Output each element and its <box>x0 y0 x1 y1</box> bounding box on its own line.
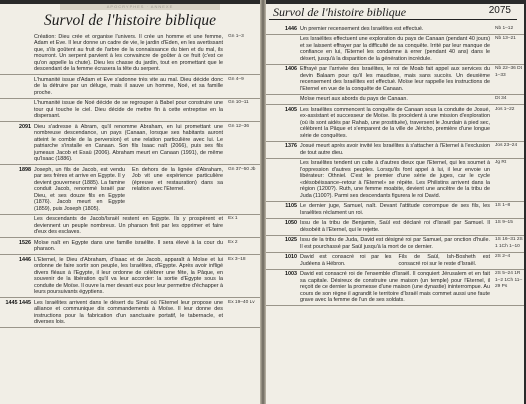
timeline-row <box>0 165 260 215</box>
row-text: L'Eternel, le Dieu d'Abraham, d'Isaac et de Jacob, apparaît à Moïse et lui ordonne de faire sortir son peuple, les Israélites, d'Egypte. Après avoir infligé divers fléaux à l'Egypte, il leur ordonne de célébrer une fête, la Pâque, en souvenir de la libération qu'il va leur accorder: la sortie d'Egypte sous la conduite de Moïse. Il ouvre la mer devant eux pour leur permettre d'échapper à leurs poursuivants égyptiens. <box>34 256 223 295</box>
row-text: Issu de la tribu de Benjamin, Saül est déclaré roi d'Israël par Samuel. Il désobéit à l'Eternel, qui le rejette. <box>300 220 490 233</box>
row-reference: Jos 1–22 <box>495 106 515 112</box>
row-year: 1003 <box>285 271 297 277</box>
row-reference: Nb 22–36 Dt 1–33 <box>495 66 522 78</box>
row-year: 1105 <box>285 203 297 209</box>
row-year: 1446 <box>19 256 31 263</box>
row-text: David est consacré roi de l'ensemble d'Israël. Il conquiert Jérusalem et en fait sa capitale. Désireux de construire une maison (un temple) pour l'Eternel, il reçoit de ce dernier la promesse d'une maison (une dynastie) ininterrompue. Au cours de son règne il agrandit le territoire d'Israël mais commet aussi une faute grave avec la femme de l'un de ses soldats. <box>300 271 490 303</box>
row-year <box>0 34 32 73</box>
timeline-row <box>266 219 524 236</box>
row-reference: Jos 23–24 <box>495 143 518 148</box>
row-text: Moïse meurt aux abords du pays de Canaan. <box>300 96 408 102</box>
row-text: Les Israélites effectuent une exploration du pays de Canaan (pendant 40 jours) et se laissent effrayer par la difficulté de sa conquête. Irrité par leur manque de confiance en lui, l'Eternel les condamne à errer (pendant 40 ans) dans le désert, jusqu'à la disparition de la génération incrédule. <box>300 36 490 62</box>
timeline-row <box>266 65 524 95</box>
row-text: Dieu s'adresse à Abram, qu'il renomme Abraham, en lui promettant une nombreuse descendance, un pays (Canaan, lorsque ses habitants auront atteint le comble de la perversion) et une relation particulière avec lui. Le patriarche s'installe en Canaan. Son fils Isaac naît (2066), puis ses fils jumeaux Jacob et Esaü (2006). Abraham meurt en Canaan (1991), de même qu'Isaac (1886). <box>34 123 223 162</box>
row-text: Effrayé par l'arrivée des Israélites, le roi de Moab fait appel aux services du devin Balaam pour qu'il les maudisse, mais sans succès. Un deuxième recensement des Israélites est effectué. Moïse leur rappelle les instructions de l'Eternel en vue de la conquête de Canaan. <box>300 66 490 92</box>
row-reference: Dt 34 <box>495 96 507 101</box>
timeline-row <box>0 122 260 165</box>
row-reference: 1S 16–31 2S 1 1Ch 1–10 <box>495 237 523 249</box>
row-text: Les Israélites commencent la conquête de Canaan sous la conduite de Josué, ex-assistant et successeur de Moïse. Ils procèdent à une mission d'exploration (où ils sont aidés par Rahab, une prostituée), traversent le Jourdain à pied sec, célèbrent la Pâque et s'emparent de la ville de Jéricho, première d'une longue série de conquêtes. <box>300 106 490 139</box>
row-text: Un premier recensement des Israélites est effectué. <box>300 25 424 32</box>
row-text-parallel: Fils de Saül, Ish-Bosheth est consacré roi sur le reste d'Israël. <box>398 254 490 267</box>
row-year: 1010 <box>285 254 297 260</box>
timeline-row <box>266 142 524 159</box>
timeline-table <box>0 32 260 402</box>
timeline-row <box>0 75 260 99</box>
row-text: Les Israélites arrivent dans le désert du Sinaï où l'Eternel leur propose une alliance et communique dix commandements à Moïse. Il leur donne des instructions pour la fabrication d'un sanctuaire portatif, le tabernacle, et diverses lois. <box>34 299 223 325</box>
row-year: 1406 <box>285 66 297 72</box>
row-year <box>0 77 32 97</box>
timeline-row <box>0 298 260 328</box>
timeline-row <box>266 253 524 270</box>
row-reference: 1S 1–8 <box>495 203 511 208</box>
row-text: Les Israélites tendent un culte à d'autres dieux que l'Eternel, qui les soumet à l'oppression d'autres peuples. Lorsqu'ils font appel à lui, il leur envoie un libérateur: Othniel. C'est le premier d'une série de juges, car le cycle «désobéissance–retour à l'Eternel» se répète. Les Philistins arrivent dans la région (1200?). Ruth, une femme moabite, devient une ancêtre de la tribu de Juda (1100?). Parmi ses descendants figurera le roi David. <box>300 160 490 199</box>
running-title: Survol de l'histoire biblique <box>273 5 407 19</box>
row-year: 1446 <box>285 25 297 32</box>
timeline-table <box>266 24 524 402</box>
row-text: Issu de la tribu de Juda, David est désigné roi par Samuel, par onction d'huile. Il est pourchassé par Saül jusqu'à la mort de ce dernier. <box>300 237 490 250</box>
row-text: L'humanité issue de Noé décide de se regrouper à Babel pour construire une tour qui touche le ciel. Dieu décide de mettre fin à cette entreprise en la dispersant. <box>34 100 223 119</box>
row-reference: Gn 37–50 Jb <box>228 166 256 172</box>
left-page <box>0 4 260 404</box>
row-year: 1405 <box>285 106 297 113</box>
row-text: Moïse naît en Egypte dans une famille israélite. Il sera élevé à la cour du pharaon. <box>34 239 223 252</box>
row-text: L'humanité issue d'Adam et Eve s'adonne très vite au mal. Dieu décide donc de la détruire par un déluge, mais il sauve un homme, Noé, et sa famille proche. <box>34 76 223 96</box>
row-reference: Ex 3–18 <box>228 256 246 262</box>
row-text-parallel: En dehors de la lignée d'Abraham, Job vit une expérience particulière (épreuve et restauration) dans sa relation avec l'Eternel. <box>132 166 223 192</box>
row-year: 1050 <box>285 220 297 226</box>
row-reference: Nb 13–21 <box>495 36 516 41</box>
row-reference: Gn 10–11 <box>228 100 249 105</box>
row-text: Josué meurt après avoir invité les Israélites à s'attacher à l'Eternel à l'exclusion de tout autre dieu. <box>300 143 490 156</box>
row-year <box>0 216 32 236</box>
page-title: Survol de l'histoire biblique <box>44 12 216 29</box>
page-number: 2075 <box>488 5 511 16</box>
timeline-row <box>266 105 524 142</box>
timeline-row <box>266 24 524 35</box>
row-year: 1445 1445 <box>5 299 31 306</box>
row-reference: Gn 4–9 <box>228 76 244 82</box>
row-reference: 2S 2–4 <box>495 254 511 259</box>
row-reference: 2S 5–24 1R 1–2 1Ch 11–29 Ps <box>495 271 523 289</box>
timeline-row <box>266 35 524 65</box>
timeline-row <box>266 95 524 106</box>
row-reference: Nb 1–12 <box>495 25 514 31</box>
timeline-row <box>266 159 524 202</box>
row-year <box>266 36 298 62</box>
row-text: David est consacré roi par les Judéens à Hébron. <box>300 254 392 267</box>
timeline-row <box>266 236 524 253</box>
timeline-row <box>0 238 260 255</box>
row-year: 1898 <box>19 166 31 173</box>
row-reference: Ex 2 <box>228 239 238 245</box>
row-reference: Jg Rt <box>495 160 507 165</box>
timeline-row <box>266 270 524 307</box>
timeline-row <box>0 99 260 123</box>
running-header <box>269 5 517 20</box>
row-text: Joseph, un fils de Jacob, est vendu par ses frères et arrive en Egypte. Il y devient gouverneur (1885). La famine conduit Jacob, renommé Israël par Dieu, et ses douze fils en Egypte (1876). Jacob meurt en Egypte (1859), puis Joseph (1805). <box>34 166 125 212</box>
row-year <box>266 96 298 103</box>
timeline-row <box>0 32 260 75</box>
row-year <box>266 160 298 199</box>
right-page <box>266 4 524 404</box>
row-reference: Gn 12–36 <box>228 123 250 129</box>
row-text: Le dernier juge, Samuel, naît. Devant l'attitude corrompue de ses fils, les Israélites réclament un roi. <box>300 203 490 216</box>
running-head-mark: APOCRYPHES · ANNEXE <box>60 4 220 10</box>
row-year: 1025 <box>285 237 297 243</box>
row-year: 1376 <box>285 143 297 149</box>
row-text-split <box>34 167 226 213</box>
row-year <box>0 100 32 120</box>
row-text: Création: Dieu crée et organise l'univers. Il crée un homme et une femme, Adam et Eve. Il leur donne un cadre de vie, le jardin d'Eden, en les avertissant que, s'ils goûtent au fruit de l'arbre de la connaissance du bien et du mal, ils mourront. Un serpent parvient à les convaincre de goûter à ce fruit (c'est ce qu'on appelle la chute). Dieu les chasse du jardin, tout en promettant que le descendant de la femme écrasera la tête du serpent. <box>34 33 223 72</box>
row-year: 2091 <box>19 123 31 130</box>
row-year: 1526 <box>19 239 31 246</box>
row-text: Les descendants de Jacob/Israël restent en Egypte. Ils y prospèrent et deviennent un peuple nombreux. Un pharaon finit par les opprimer et faire d'eux des esclaves. <box>34 216 223 235</box>
timeline-row <box>0 215 260 239</box>
row-reference: Ex 19–40 Lv <box>228 299 255 305</box>
row-text-split <box>300 254 493 267</box>
row-reference: 1S 9–15 <box>495 220 513 225</box>
timeline-row <box>266 202 524 219</box>
row-reference: Gn 1–3 <box>228 33 244 39</box>
row-reference: Ex 1 <box>228 216 238 221</box>
timeline-row <box>0 255 260 298</box>
